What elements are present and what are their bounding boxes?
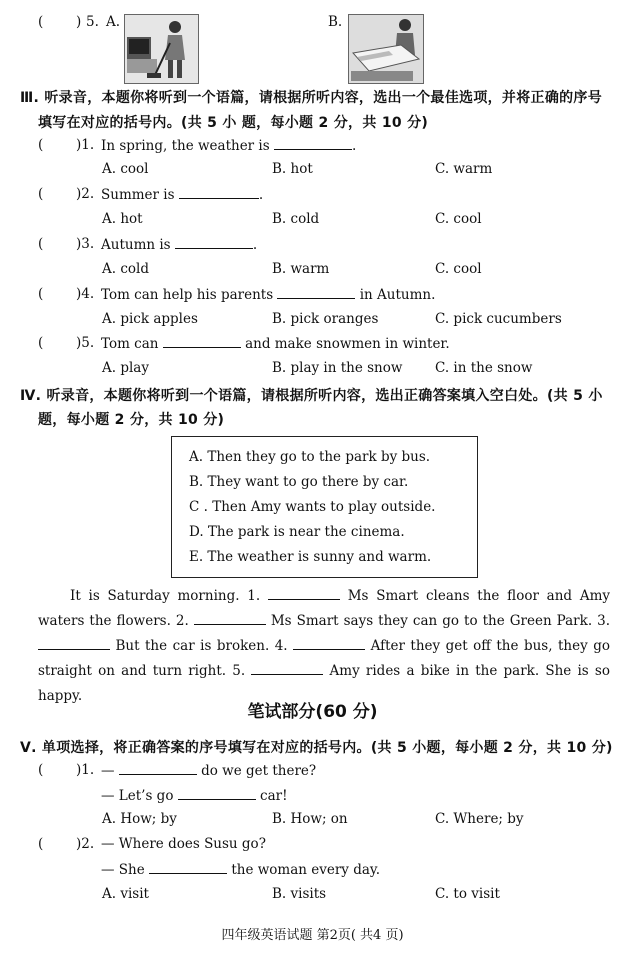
- section3-heading-line2: 填写在对应的括号内。(共 5 小 题，每小题 2 分，共 10 分): [38, 115, 429, 131]
- paren-open: (: [38, 286, 44, 302]
- option-b-label: B.: [328, 14, 343, 30]
- option-b: B. hot: [272, 161, 313, 177]
- option-a: A. How; by: [102, 811, 177, 827]
- box-option-e: E. The weather is sunny and warm.: [189, 549, 432, 565]
- box-option-d: D. The park is near the cinema.: [189, 524, 405, 540]
- option-a: A. play: [102, 360, 149, 376]
- question-line2: — She the woman every day.: [101, 862, 381, 878]
- question-line2: — Let’s go car!: [101, 788, 288, 804]
- paren-open: (: [38, 836, 44, 852]
- question-text: Summer is .: [101, 187, 264, 203]
- question-text: Autumn is .: [101, 237, 258, 253]
- paren-open: (: [38, 236, 44, 252]
- section4-heading-line2: 题，每小题 2 分，共 10 分): [38, 412, 225, 428]
- option-c: C. cool: [435, 211, 482, 227]
- item-number: 5.: [86, 14, 99, 30]
- option-b: B. cold: [272, 211, 320, 227]
- option-c: C. pick cucumbers: [435, 311, 562, 327]
- picture-making-bed: [348, 14, 424, 84]
- paren-open: (: [38, 762, 44, 778]
- question-number: )5.: [76, 335, 95, 351]
- option-a: A. cold: [102, 261, 149, 277]
- question-line1: — Where does Susu go?: [101, 836, 266, 852]
- option-b: B. warm: [272, 261, 330, 277]
- option-b: B. visits: [272, 886, 327, 902]
- option-a-label: A.: [106, 14, 121, 30]
- paren-open: (: [38, 14, 44, 30]
- question-text: Tom can and make snowmen in winter.: [101, 336, 450, 352]
- question-text: In spring, the weather is .: [101, 138, 357, 154]
- section4-heading-line1: Ⅳ. 听录音，本题你将听到一个语篇，请根据所听内容，选出正确答案填入空白处。(共 5 小: [20, 388, 603, 404]
- option-c: C. in the snow: [435, 360, 533, 376]
- question-number: )1.: [76, 762, 95, 778]
- paren-open: (: [38, 186, 44, 202]
- question-number: )3.: [76, 236, 95, 252]
- option-b: B. pick oranges: [272, 311, 379, 327]
- question-number: )1.: [76, 137, 95, 153]
- section5-heading: Ⅴ. 单项选择，将正确答案的序号填写在对应的括号内。(共 5 小题，每小题 2 分，共 10 分): [20, 740, 613, 756]
- option-a: A. visit: [102, 886, 149, 902]
- option-a: A. hot: [102, 211, 143, 227]
- question-number: )4.: [76, 286, 95, 302]
- paren-open: (: [38, 137, 44, 153]
- picture-sweeping: [124, 14, 199, 84]
- box-option-a: A. Then they go to the park by bus.: [189, 449, 431, 465]
- paren-close: ): [76, 14, 82, 30]
- option-c: C. warm: [435, 161, 493, 177]
- option-a: A. pick apples: [102, 311, 198, 327]
- question-number: )2.: [76, 836, 95, 852]
- option-b: B. play in the snow: [272, 360, 403, 376]
- option-c: C. cool: [435, 261, 482, 277]
- option-c: C. to visit: [435, 886, 500, 902]
- paren-open: (: [38, 335, 44, 351]
- box-option-c: C . Then Amy wants to play outside.: [189, 499, 436, 515]
- written-part-title: 笔试部分(60 分): [247, 702, 378, 722]
- page-footer: 四年级英语试题 第2页( 共4 页): [221, 928, 404, 943]
- section3-heading-line1: Ⅲ. 听录音，本题你将听到一个语篇，请根据所听内容，选出一个最佳选项，并将正确的序号: [20, 90, 603, 106]
- box-option-b: B. They want to go there by car.: [189, 474, 409, 490]
- question-line1: — do we get there?: [101, 763, 317, 779]
- passage: It is Saturday morning. 1. Ms Smart cleans the floor and Amy waters the flowers. 2. Ms Smart says they can go to the Green Park. 3. But the car is broken. 4. After they get off the bus, they go straight on and turn right. 5. Amy rides a bike in the park. She is so happy.: [38, 588, 611, 704]
- option-c: C. Where; by: [435, 811, 524, 827]
- options-box: [171, 436, 478, 578]
- option-a: A. cool: [102, 161, 149, 177]
- question-number: )2.: [76, 186, 95, 202]
- question-text: Tom can help his parents in Autumn.: [101, 287, 436, 303]
- option-b: B. How; on: [272, 811, 348, 827]
